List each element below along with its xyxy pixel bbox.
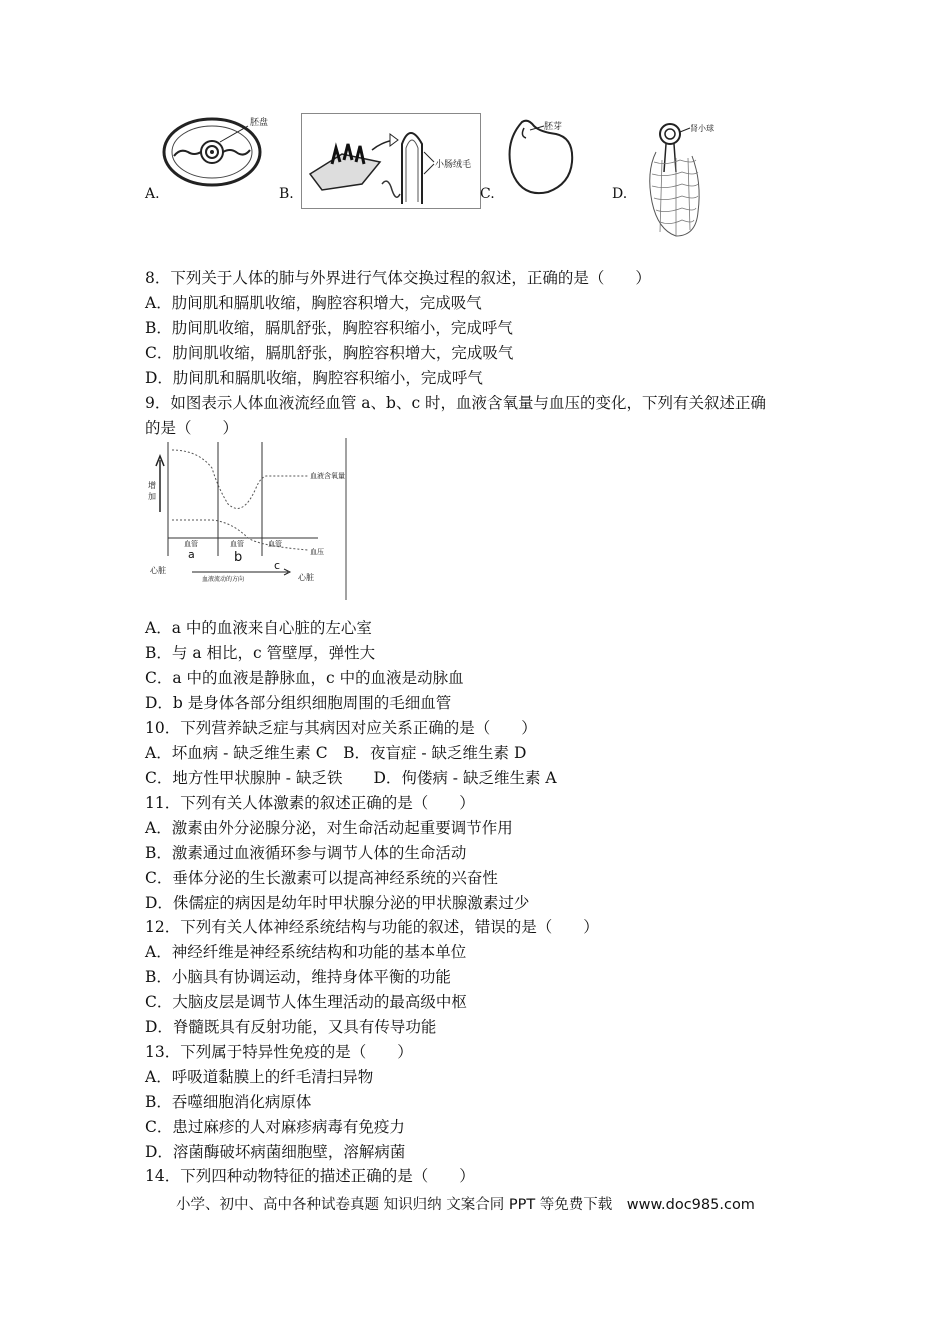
q9-option-d: D．b 是身体各部分组织细胞周围的毛细血管 — [145, 694, 452, 712]
q9-blood-vessel-diagram — [148, 438, 348, 600]
q9-vessel-c: c — [274, 559, 281, 572]
q9-option-a: A．a 中的血液来自心脏的左心室 — [145, 619, 372, 637]
q7-figure-a — [160, 112, 275, 190]
q11-stem: 11．下列有关人体激素的叙述正确的是（ ） — [145, 794, 475, 812]
q8-option-b: B．肋间肌收缩，膈肌舒张，胸腔容积缩小，完成呼气 — [145, 319, 513, 337]
q9-option-c: C．a 中的血液是静脉血，c 中的血液是动脉血 — [145, 669, 464, 687]
page-footer: 小学、初中、高中各种试卷真题 知识归纳 文案合同 PPT 等免费下载 www.doc985.com — [176, 1197, 755, 1213]
q13-option-b: B．吞噬细胞消化病原体 — [145, 1093, 312, 1111]
q9-oxygen-label: 血液含氧量 — [310, 472, 345, 480]
q9-vessel-a-label: 血管 — [184, 540, 198, 548]
q10-options-row2: C．地方性甲状腺肿 - 缺乏铁 D．佝偻病 - 缺乏维生素 A — [145, 769, 557, 787]
q9-vessel-b-label: 血管 — [230, 540, 244, 548]
q7-figure-b — [301, 113, 481, 209]
q8-stem: 8．下列关于人体的肺与外界进行气体交换过程的叙述，正确的是（ ） — [145, 269, 651, 287]
q8-option-c: C．肋间肌收缩，膈肌舒张，胸腔容积增大，完成吸气 — [145, 344, 514, 362]
q7-fig-a-label: 胚盘 — [250, 118, 269, 128]
q9-y-label-char: 增 — [148, 481, 156, 490]
q11-option-a: A．激素由外分泌腺分泌，对生命活动起重要调节作用 — [145, 819, 513, 837]
q8-option-d: D．肋间肌和膈肌收缩，胸腔容积缩小，完成呼气 — [145, 369, 483, 387]
q11-option-d: D．侏儒症的病因是幼年时甲状腺分泌的甲状腺激素过少 — [145, 894, 530, 912]
q9-vessel-a: a — [188, 548, 195, 561]
q7-option-c-label: C. — [480, 186, 495, 202]
q13-option-a: A．呼吸道黏膜上的纤毛清扫异物 — [145, 1068, 374, 1086]
q7-figure-c — [500, 112, 578, 200]
q9-y-label-char: 加 — [148, 492, 156, 501]
q9-vessel-b: b — [234, 550, 243, 565]
q11-option-b: B．激素通过血液循环参与调节人体的生命活动 — [145, 844, 467, 862]
q13-option-d: D．溶菌酶破坏病菌细胞壁，溶解病菌 — [145, 1143, 406, 1161]
q12-option-c: C．大脑皮层是调节人体生理活动的最高级中枢 — [145, 993, 467, 1011]
q7-fig-b-label: 小肠绒毛 — [435, 160, 472, 170]
q7-option-d-label: D. — [612, 186, 628, 202]
q10-stem: 10．下列营养缺乏症与其病因对应关系正确的是（ ） — [145, 719, 537, 737]
q13-stem: 13．下列属于特异性免疫的是（ ） — [145, 1043, 413, 1061]
q12-option-b: B．小脑具有协调运动，维持身体平衡的功能 — [145, 968, 451, 986]
q9-vessel-c-label: 血管 — [268, 540, 282, 548]
q8-option-a: A．肋间肌和膈肌收缩，胸腔容积增大，完成吸气 — [145, 294, 482, 312]
q9-flow-label: 血液流动的方向 — [202, 576, 245, 583]
q9-stem-line2: 的是（ ） — [145, 419, 239, 437]
q9-heart-left: 心脏 — [150, 566, 166, 575]
q7-fig-c-label: 胚芽 — [544, 122, 563, 132]
q7-figure-d — [636, 112, 728, 242]
q9-y-label — [148, 480, 156, 501]
q7-option-a-label: A. — [145, 186, 160, 202]
q13-option-c: C．患过麻疹的人对麻疹病毒有免疫力 — [145, 1118, 405, 1136]
q7-option-b-label: B. — [279, 186, 294, 202]
q9-option-b: B．与 a 相比，c 管壁厚，弹性大 — [145, 644, 376, 662]
q11-option-c: C．垂体分泌的生长激素可以提高神经系统的兴奋性 — [145, 869, 498, 887]
q9-pressure-label: 血压 — [310, 548, 324, 556]
q14-stem: 14．下列四种动物特征的描述正确的是（ ） — [145, 1167, 475, 1185]
q9-heart-right: 心脏 — [298, 573, 314, 582]
q12-option-d: D．脊髓既具有反射功能，又具有传导功能 — [145, 1018, 437, 1036]
q12-option-a: A．神经纤维是神经系统结构和功能的基本单位 — [145, 943, 467, 961]
q10-options-row1: A．坏血病 - 缺乏维生素 C B．夜盲症 - 缺乏维生素 D — [145, 744, 527, 762]
q9-stem-line1: 9．如图表示人体血液流经血管 a、b、c 时，血液含氧量与血压的变化，下列有关叙述正确 — [145, 394, 767, 412]
q12-stem: 12．下列有关人体神经系统结构与功能的叙述，错误的是（ ） — [145, 918, 599, 936]
q7-fig-d-label: 肾小球 — [690, 124, 714, 133]
